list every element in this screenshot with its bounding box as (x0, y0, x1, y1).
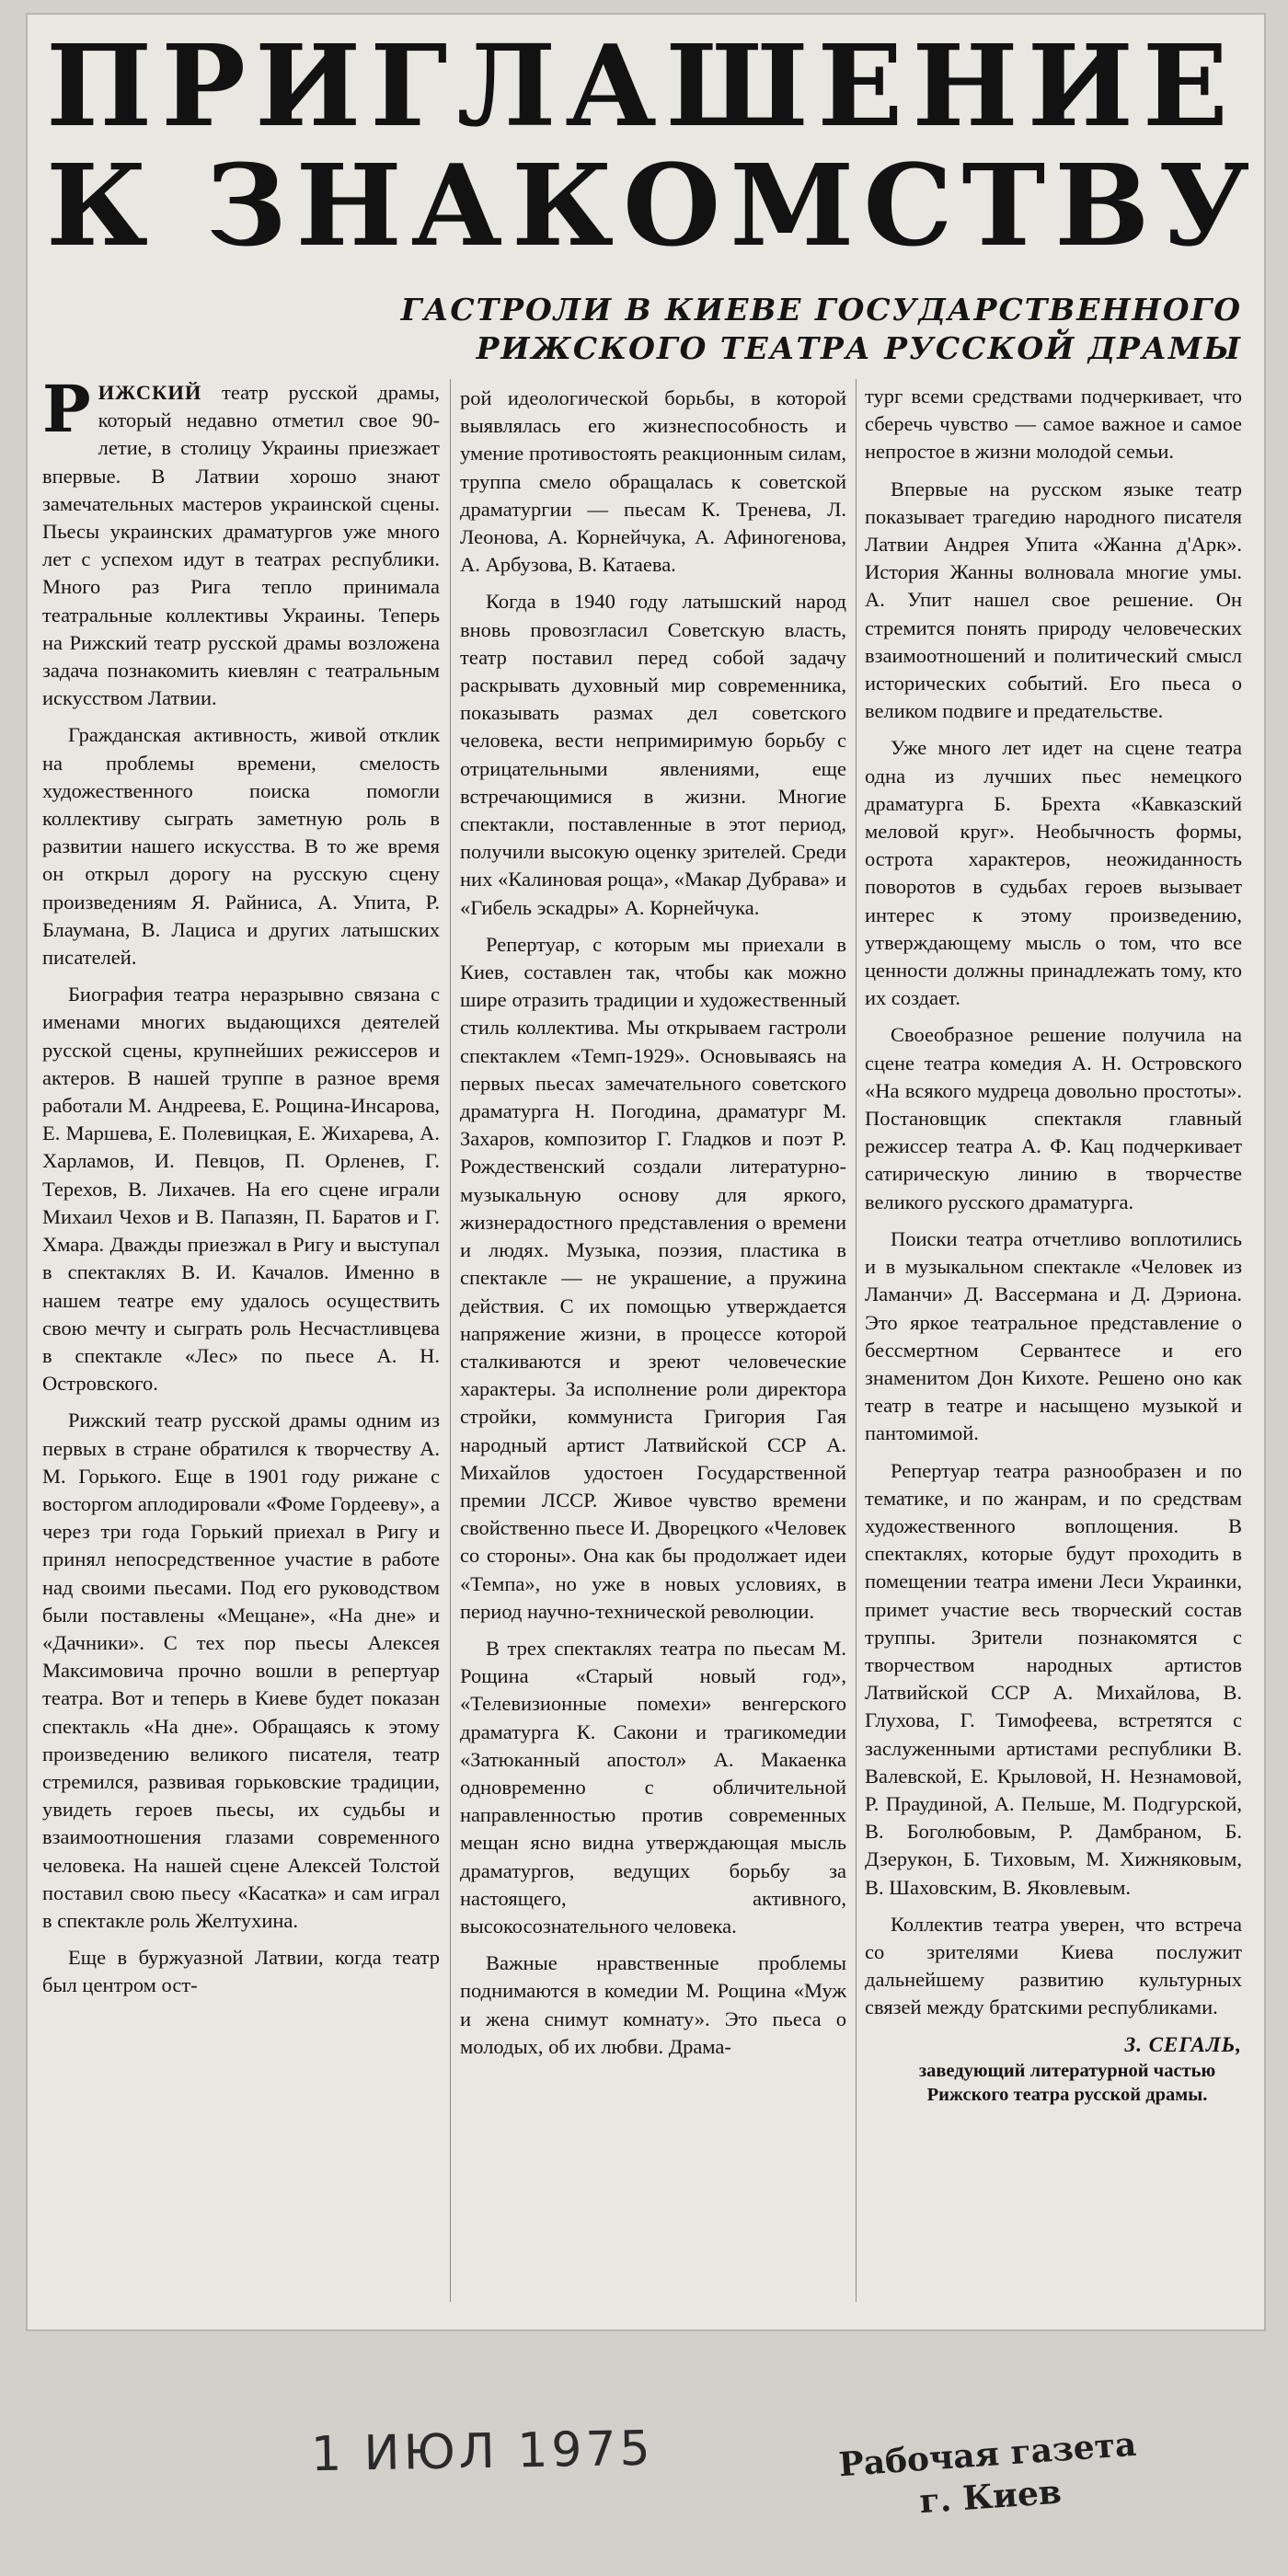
author-position: заведующий литературной частью Рижского театра русской драмы. (918, 2060, 1216, 2105)
article-column-1 (42, 371, 441, 2009)
column-rule (856, 379, 857, 2302)
source-stamp-line-1: Рабочая газета (837, 2424, 1138, 2485)
paragraph-text: театр русской драмы, который недавно отметил свое 90-летие, в столицу Украины приезжает впервые. В Латвии хорошо знают замечательных мастеров украинской сцены. Пьесы украинских драматургов уже много лет с успехом идут в театрах республики. Много раз Рига тепло принимала театральные коллективы Украины. Теперь на Рижский театр русской драмы возложена задача познакомить киевлян с театральным искусством Латвии. (42, 381, 441, 710)
subheadline-line-1: ГАСТРОЛИ В КИЕВЕ ГОСУДАРСТВЕННОГО (400, 292, 1242, 328)
paragraph: Когда в 1940 году латышский народ вновь провозгласил Советскую власть, театр поставил перед собой задачу раскрывать духовный мир современника, показывать размах дел советского человека, вести непримиримую борьбу с отрицательными явлениями, еще встречающимися в жизни. Многие спектакли, поставленные в этот период, получили высокую оценку зрителей. Среди них «Калиновая роща», «Макар Дубрава» и «Гибель эскадры» А. Корнейчука. (460, 590, 846, 919)
paragraph: Рижский театр русской драмы одним из первых в стране обратился к творчеству А. М. Горького. Еще в 1901 году рижане с восторгом аплодировали «Фоме Гордееву», а через три года Горький приехал в Ригу и принял непосредственное участие в работе над своими пьесами. Под его руководством были поставлены «Мещане», «На дне» и «Дачники». С тех пор пьесы Алексея Максимовича прочно вошли в репертуар театра. Вот и теперь в Киеве будет показан спектакль «На дне». Обращаясь к этому произведению великого писателя, театр стремился, развивая горьковские традиции, увидеть героев пьесы, их судьбы и взаимоотношения глазами современного человека. На нашей сцене Алексей Толстой поставил свою пьесу «Касатка» и сам играл в спектакле роль Желтухина. (42, 1409, 440, 1932)
paragraph: Своеобразное решение получила на сцене театра комедия А. Н. Островского «На всякого мудреца довольно простоты». Постановщик спектакля главный режиссер театра А. Ф. Кац подчеркивает сатирическую линию в творчестве великого русского драматурга. (865, 1023, 1242, 1213)
source-stamp (830, 2422, 1148, 2528)
paragraph: Биография театра неразрывно связана с именами многих выдающихся деятелей русской сцены, крупнейших режиссеров и актеров. В нашей труппе в разное время работали М. Андреева, Е. Рощина-Инсарова, Е. Маршева, Е. Полевицкая, Е. Жихарева, А. Харламов, И. Певцов, П. Орленев, Г. Терехов, В. Лихачев. На его сцене играли Михаил Чехов и В. Папазян, П. Баратов и Г. Хмара. Дважды приезжал в Ригу и выступал в спектаклях В. И. Качалов. Именно в нашем театре ему удалось осуществить свою мечту и сыграть роль Несчастливцева в спектакле «Лес» по пьесе А. Н. Островского. (42, 983, 440, 1396)
paragraph: Коллектив театра уверен, что встреча со зрителями Киева послужит дальнейшему развитию культурных связей между братскими республиками. (865, 1912, 1242, 2019)
headline-line-1: ПРИГЛАШЕНИЕ (46, 19, 1237, 152)
paragraph: Репертуар, с которым мы приехали в Киев, составлен так, чтобы как можно шире отразить традиции и художественный стиль коллектива. Мы открываем гастроли спектаклем «Темп-1929». Основываясь на первых пьесах замечательного советского драматурга Н. Погодина, драматург М. Захаров, композитор Г. Гладков и поэт Р. Рождественский создали литературно-музыкальную основу для яркого, жизнерадостного представления о времени и людях. Музыка, поэзия, пластика в спектакле — не украшение, а пружина действия. С их помощью утверждается напряжение жизни, в процессе которой сталкиваются и зреют человеческие характеры. За исполнение роли директора стройки, коммуниста Григория Гая народный артист Латвийской ССР А. Михайлов удостоен Государственной премии ЛССР. Живое чувство времени свойственно пьесе И. Дворецкого «Человек со стороны». Она как бы продолжает идеи «Темпа», но уже в новых условиях, в период научно-технической революции. (460, 932, 846, 1623)
headline (46, 19, 1259, 271)
paragraph: Уже много лет идет на сцене театра одна из лучших пьес немецкого драматурга Б. Брехта «Кавказский меловой круг». Необычность формы, острота характеров, неожиданность поворотов в судьбах героев вызывает интерес к этому произведению, утверждающему мысль о том, что все ценности должны принадлежать тому, кто их создает. (865, 736, 1242, 1010)
source-stamp-line-2: г. Киев (918, 2472, 1064, 2522)
subheadline (340, 291, 1242, 368)
paragraph: Впервые на русском языке театр показывает трагедию народного писателя Латвии Андрея Упита «Жанна д'Арк». История Жанны волновала многие умы. А. Упит нашел свое решение. Он стремится понять природу человеческих взаимоотношений и политический смысл исторических событий. Его пьеса о великом подвиге и предательстве. (865, 477, 1242, 723)
first-word: ИЖСКИЙ (98, 381, 202, 404)
article-column-2 (460, 385, 846, 2070)
headline-line-2: К ЗНАКОМСТВУ (46, 139, 1259, 271)
paragraph: Гражданская активность, живой отклик на проблемы времени, смелость художественного поиска помогли коллективу сыграть заметную роль в развитии нашего искусства. В то же время он открыл дорогу на русскую сцену произведениям Я. Райниса, А. Упита, Р. Блаумана, В. Лациса и других латышских писателей. (42, 723, 440, 970)
drop-cap: Р (42, 371, 91, 447)
author-signature (865, 2031, 1242, 2107)
paragraph (42, 371, 441, 712)
paragraph: рой идеологической борьбы, в которой выявлялась его жизнеспособность и умение противостоять реакционным силам, труппа смело обращалась к советской драматургии — пьесам К. Тренева, Л. Леонова, А. Корнейчука, А. Афиногенова, А. Арбузова, В. Катаева. (460, 386, 846, 577)
paragraph: Важные нравственные проблемы поднимаются в комедии М. Рощина «Муж и жена снимут комнату». Это пьеса о молодых, об их любви. Драма- (460, 1951, 846, 2058)
date-stamp: 1 ИЮЛ 1975 (310, 2421, 655, 2483)
author-name: З. СЕГАЛЬ, (1124, 2032, 1242, 2056)
subheadline-line-2: РИЖСКОГО ТЕАТРА РУССКОЙ ДРАМЫ (476, 330, 1242, 366)
paragraph: Еще в буржуазной Латвии, когда театр был центром ост- (42, 1946, 440, 1997)
paragraph: В трех спектаклях театра по пьесам М. Рощина «Старый новый год», «Телевизионные помехи» венгерского драматурга К. Сакони и трагикомедии «Затюканный апостол» А. Макаенка одновременно с обличительной направленностью против современных мещан ясно видна утверждающая мысль драматургов, ведущих борьбу за настоящего, активного, высокосознательного человека. (460, 1636, 846, 1938)
article-column-3 (865, 383, 1242, 2107)
paragraph: Репертуар театра разнообразен и по тематике, и по жанрам, и по средствам художественного воплощения. В спектаклях, которые будут проходить в помещении театра имени Леси Украинки, примет участие весь творческий состав труппы. Зрители познакомятся с творчеством народных артистов Латвийской ССР А. Михайлова, В. Глухова, Г. Тимофеева, встретятся с заслуженными артистами республики В. Валевской, Е. Крыловой, Н. Незнамовой, Р. Праудиной, А. Пельше, М. Подгурской, В. Боголюбовым, Р. Дамбраном, Б. Дзерукон, Б. Тиховым, М. Хижняковым, В. Шаховским, В. Яковлевым. (865, 1458, 1242, 1899)
paragraph: тург всеми средствами подчеркивает, что сберечь чувство — самое важное и самое непростое в жизни молодой семьи. (865, 385, 1242, 464)
paragraph: Поиски театра отчетливо воплотились и в музыкальном спектакле «Человек из Ламанчи» Д. Вассермана и Д. Дэриона. Это яркое театральное представление о бессмертном Сервантесе и его знаменитом Дон Кихоте. Решено оно как театр в театре и насыщено музыкой и пантомимой. (865, 1226, 1242, 1445)
column-rule (450, 379, 451, 2302)
